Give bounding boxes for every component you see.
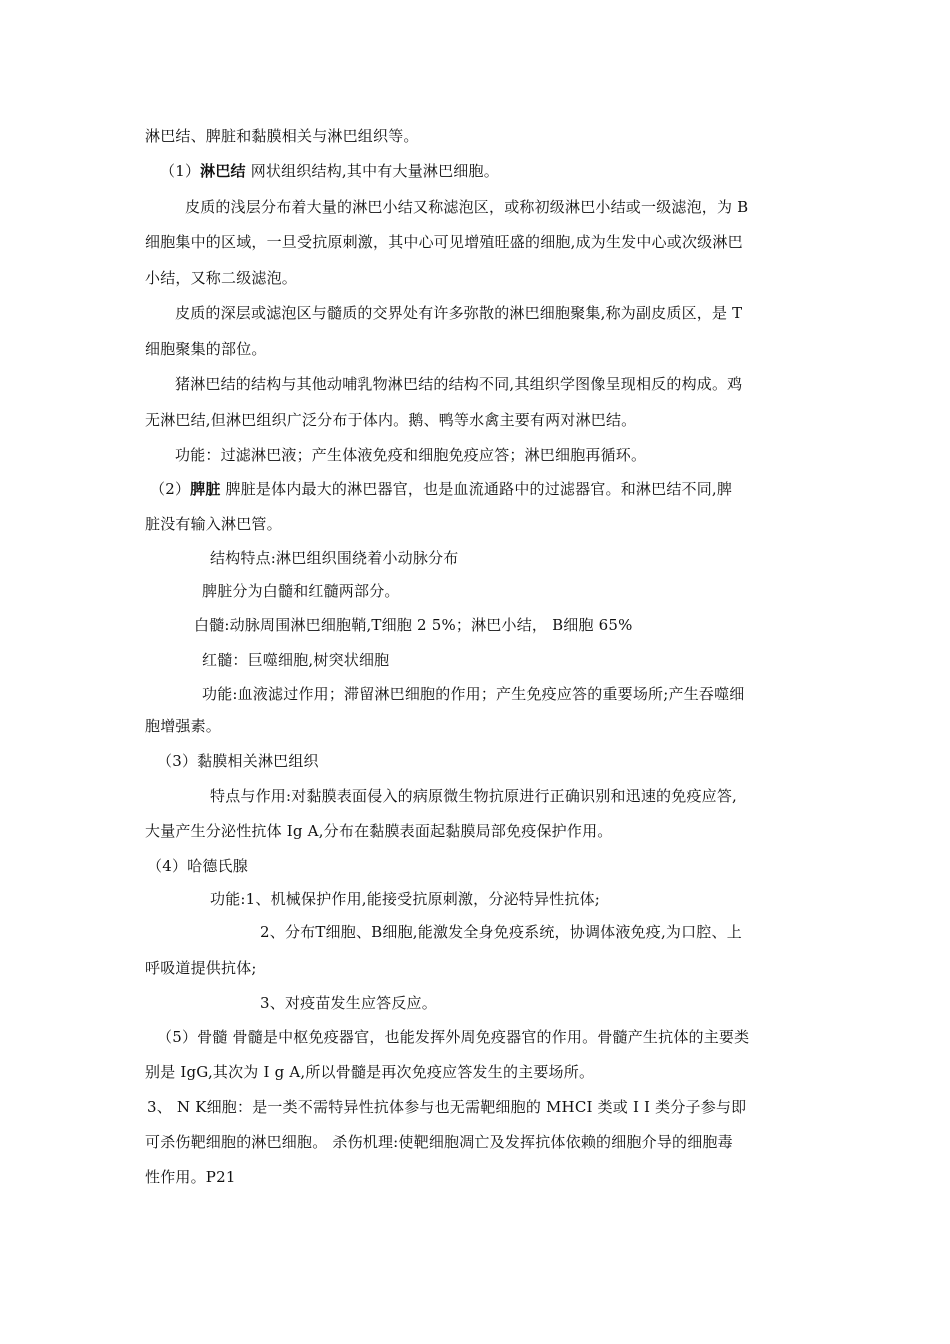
text-line: 2、分布T细胞、B细胞,能激发全身免疫系统，协调体液免疫,为口腔、上 (260, 923, 742, 941)
heading-harderian-gland: （4）哈德氏腺 (147, 857, 248, 875)
bold-term: 淋巴结 (200, 162, 246, 180)
text-line: 结构特点:淋巴组织围绕着小动脉分布 (210, 549, 459, 567)
text-line: 功能:血液滤过作用；滞留淋巴细胞的作用；产生免疫应答的重要场所;产生吞噬细 (202, 685, 745, 703)
text-line: 无淋巴结,但淋巴组织广泛分布于体内。鹅、鸭等水禽主要有两对淋巴结。 (145, 411, 637, 429)
item-number: （2） (150, 480, 191, 498)
text-segment: 脾脏是体内最大的淋巴器官，也是血流通路中的过滤器官。和淋巴结不同,脾 (220, 480, 733, 498)
item-number: （1） (160, 162, 201, 180)
heading-spleen (150, 479, 732, 499)
text-line: 细胞集中的区域，一旦受抗原刺激，其中心可见增殖旺盛的细胞,成为生发中心或次级淋巴 (145, 233, 743, 251)
text-line: 呼吸道提供抗体; (145, 959, 257, 977)
text-line: 3、对疫苗发生应答反应。 (260, 994, 437, 1012)
text-line: 性作用。P21 (145, 1168, 236, 1186)
text-line: 功能:1、机械保护作用,能接受抗原刺激，分泌特异性抗体; (210, 890, 601, 908)
text-line: 红髓：巨噬细胞,树突状细胞 (202, 651, 390, 669)
heading-nk-cell: 3、 N K细胞：是一类不需特异性抗体参与也无需靶细胞的 MHCI 类或 I I 类分子参与即 (147, 1098, 747, 1116)
text-line: 皮质的深层或滤泡区与髓质的交界处有许多弥散的淋巴细胞聚集,称为副皮质区，是 T (175, 304, 743, 322)
text-line: 胞增强素。 (145, 717, 222, 735)
text-line: 淋巴结、脾脏和黏膜相关与淋巴组织等。 (145, 127, 419, 145)
text-line: 可杀伤靶细胞的淋巴细胞。 杀伤机理:使靶细胞凋亡及发挥抗体依赖的细胞介导的细胞毒 (145, 1133, 733, 1151)
text-segment: 网状组织结构,其中有大量淋巴细胞。 (245, 162, 499, 180)
text-line: 小结，又称二级滤泡。 (145, 269, 298, 287)
text-line: 白髓:动脉周围淋巴细胞鞘,T细胞 2 5%；淋巴小结， B细胞 65% (194, 616, 633, 634)
heading-lymph-node (160, 161, 499, 181)
text-line: 特点与作用:对黏膜表面侵入的病原微生物抗原进行正确识别和迅速的免疫应答, (210, 787, 738, 805)
text-line: 皮质的浅层分布着大量的淋巴小结又称滤泡区，或称初级淋巴小结或一级滤泡，为 B (185, 198, 749, 216)
heading-mucosa: （3）黏膜相关淋巴组织 (157, 752, 319, 770)
text-line: 猪淋巴结的结构与其他动哺乳物淋巴结的结构不同,其组织学图像呈现相反的构成。鸡 (175, 375, 743, 393)
bold-term: 脾脏 (190, 480, 221, 498)
heading-bone-marrow: （5）骨髓 骨髓是中枢免疫器官，也能发挥外周免疫器官的作用。骨髓产生抗体的主要类 (157, 1028, 750, 1046)
text-line: 脾脏分为白髓和红髓两部分。 (202, 582, 400, 600)
text-line: 脏没有输入淋巴管。 (145, 515, 282, 533)
text-line: 功能：过滤淋巴液；产生体液免疫和细胞免疫应答；淋巴细胞再循环。 (175, 446, 647, 464)
text-line: 别是 IgG,其次为 I g A,所以骨髓是再次免疫应答发生的主要场所。 (145, 1063, 595, 1081)
text-line: 细胞聚集的部位。 (145, 340, 267, 358)
text-line: 大量产生分泌性抗体 Ig A,分布在黏膜表面起黏膜局部免疫保护作用。 (145, 822, 613, 840)
